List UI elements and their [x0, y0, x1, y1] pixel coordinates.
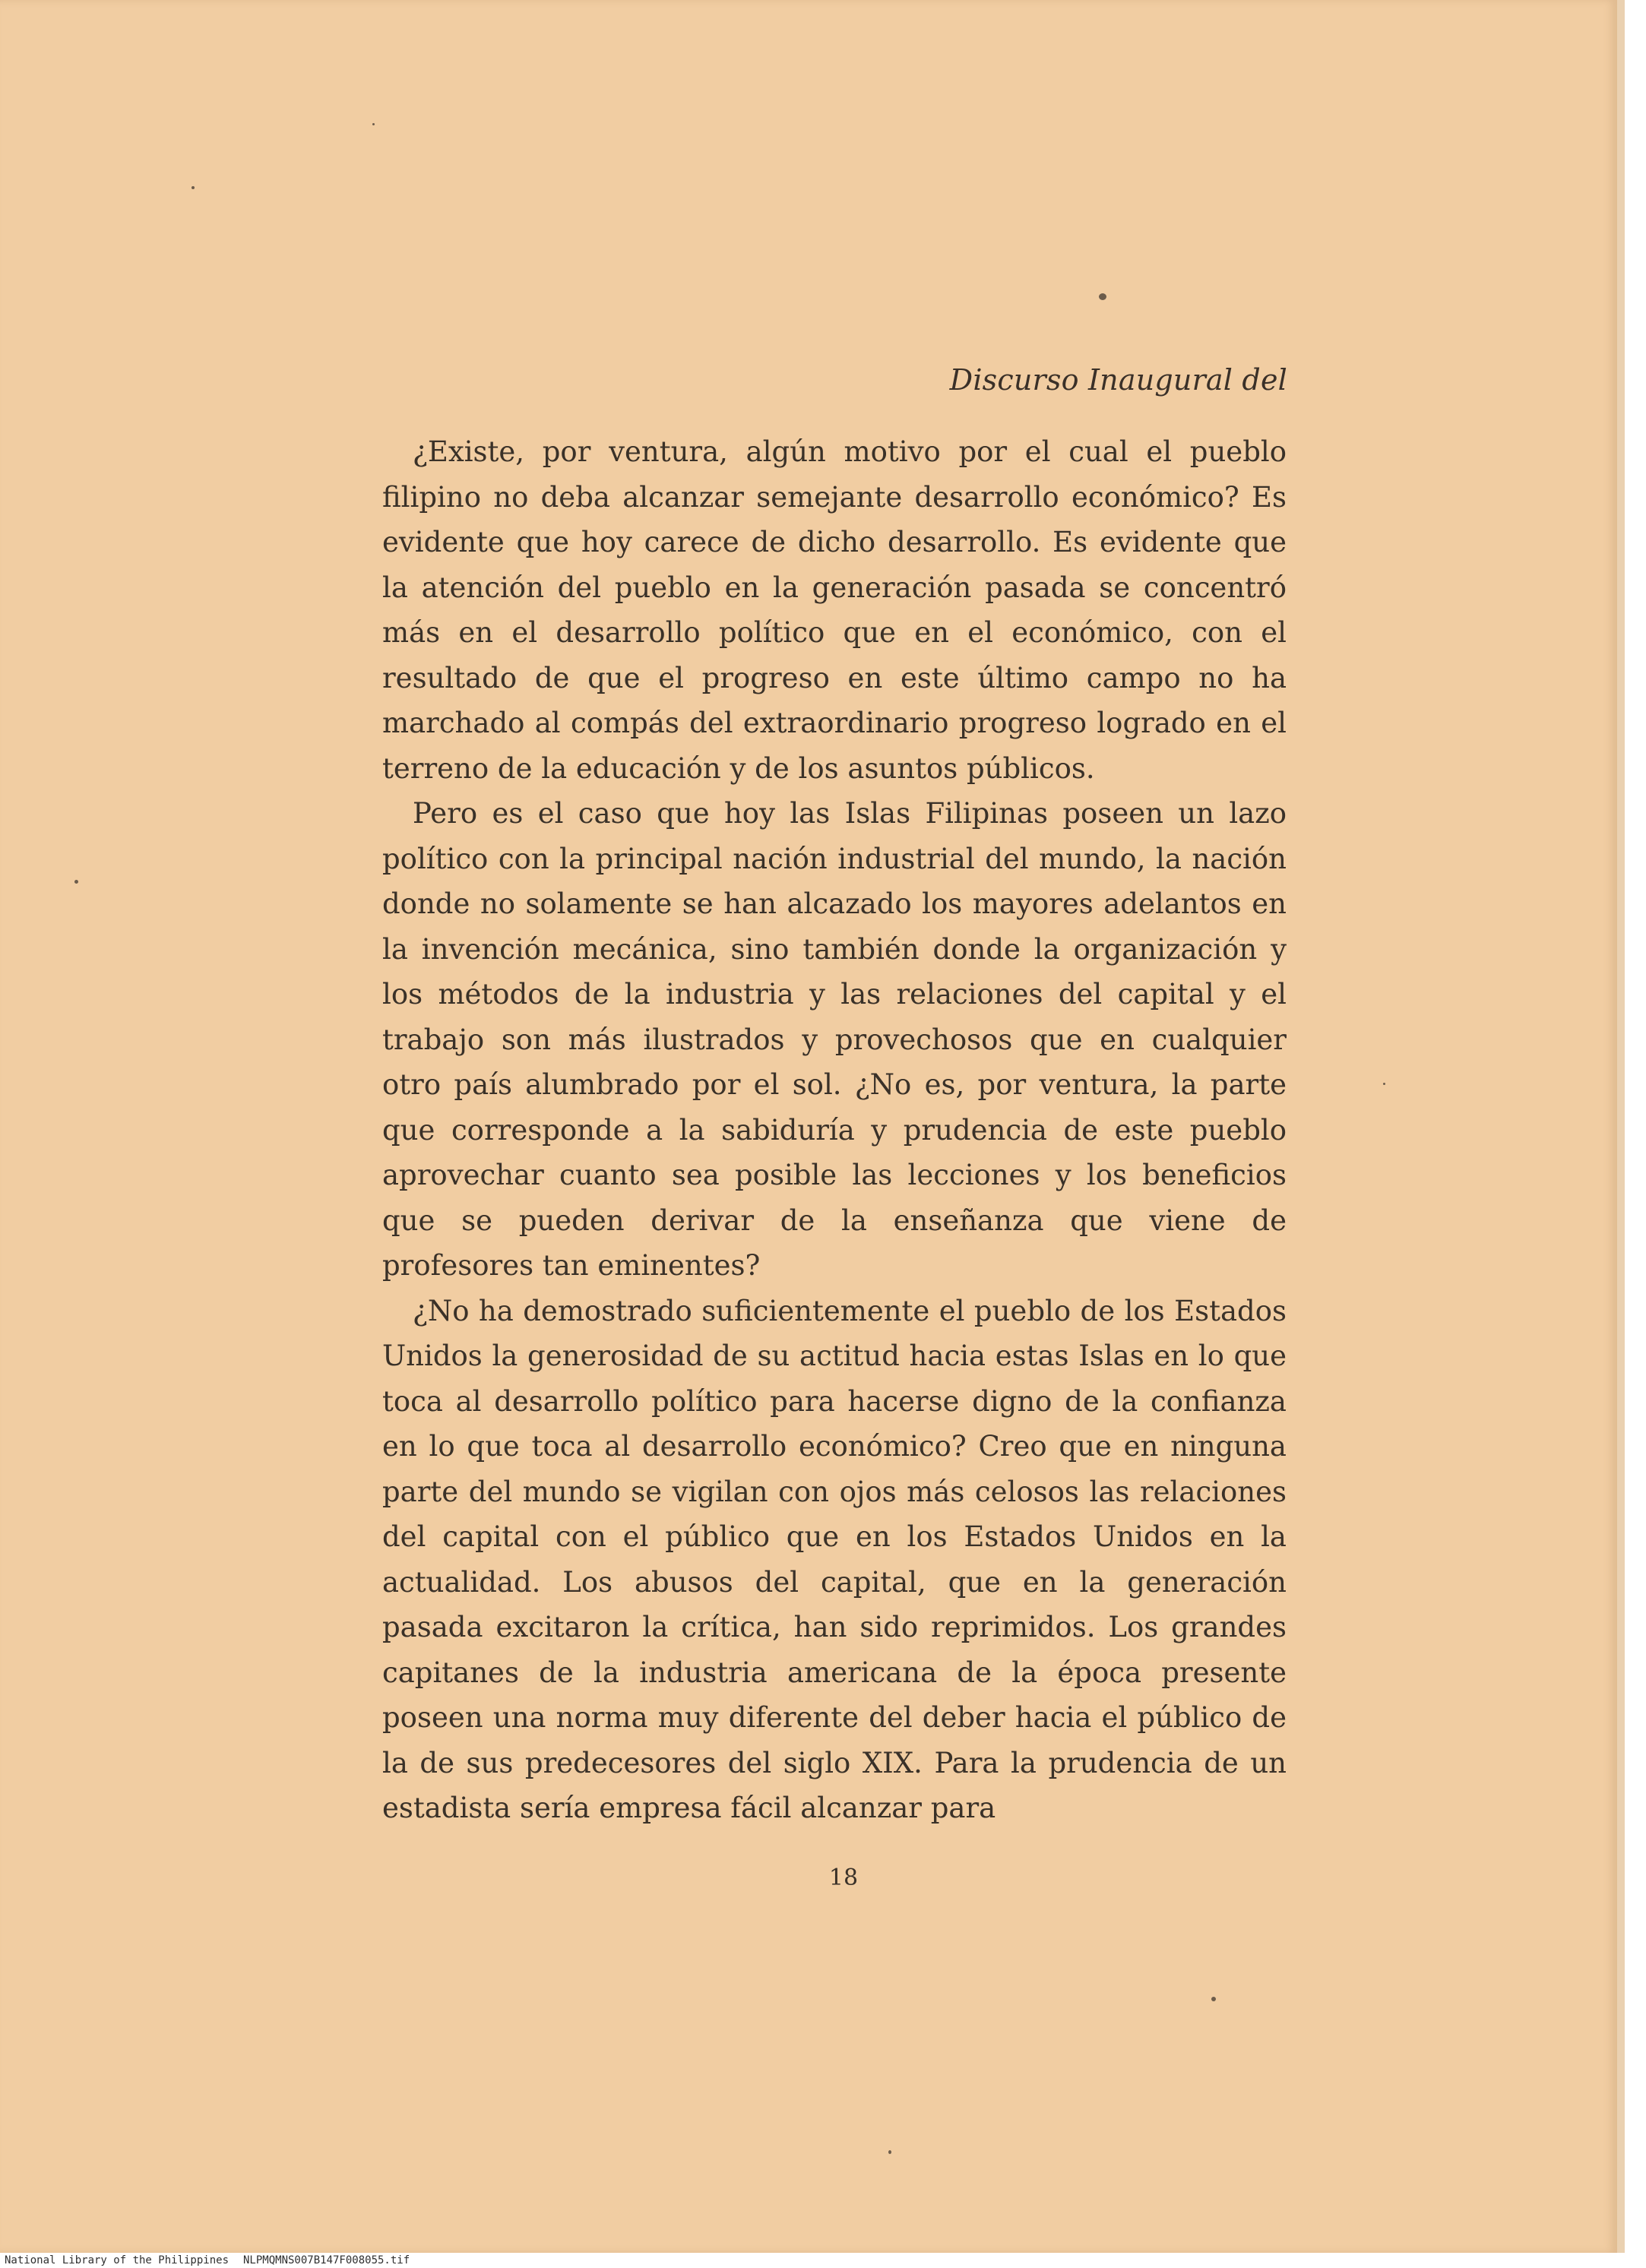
library-label: National Library of the Philippines: [5, 2254, 229, 2266]
paper-speck: [1099, 293, 1106, 300]
paragraph-2: Pero es el caso que hoy las Islas Filipinas poseen un lazo político con la principal nación industrial del mundo, la nación donde no solamente se han alcazado los mayores adelantos en la invención mecánica, sino también donde la organización y los métodos de la industria y las relaciones del capital y el trabajo son más ilustrados y provechosos que en cualquier otro país alumbrado por el sol. ¿No es, por ventura, la parte que corresponde a la sabiduría y prudencia de este pueblo aprovechar cuanto sea posible las lecciones y los beneficios que se pueden derivar de la enseñanza que viene de profesores tan eminentes?: [382, 797, 1287, 1282]
scan-footer: [0, 2253, 1646, 2268]
paper-speck: [888, 2150, 891, 2154]
body-text: [382, 429, 1287, 1831]
paragraph-3: ¿No ha demostrado suficientemente el pueblo de los Estados Unidos la generosidad de su actitud hacia estas Islas en lo que toca al desarrollo político para hacerse digno de la confianza en lo que toca al desarrollo económico? Creo que en ninguna parte del mundo se vigilan con ojos más celosos las relaciones del capital con el público que en los Estados Unidos en la actualidad. Los abusos del capital, que en la generación pasada excitaron la crítica, han sido reprimidos. Los grandes capitanes de la industria americana de la época presente poseen una norma muy diferente del deber hacia el público de la de sus predecesores del siglo XIX. Para la prudencia de un estadista sería empresa fácil alcanzar para: [382, 1294, 1287, 1824]
paper-speck: [1211, 1997, 1216, 2001]
paragraph-1: ¿Existe, por ventura, algún motivo por el cual el pueblo filipino no deba alcanzar semejante desarrollo económico? Es evidente que hoy carece de dicho desarrollo. Es evidente que la atención del pueblo en la generación pasada se concentró más en el desarrollo político que en el económico, con el resultado de que el progreso en este último campo no ha marchado al compás del extraordinario progreso logrado en el terreno de la educación y de los asuntos públicos.: [382, 435, 1287, 785]
running-head: Discurso Inaugural del: [949, 363, 1287, 397]
paper-speck: [1383, 1083, 1385, 1085]
file-name: NLPMQMNS007B147F008055.tif: [243, 2254, 410, 2266]
paper-speck: [192, 186, 195, 189]
paper-speck: [74, 880, 78, 884]
page-right-edge: [1617, 0, 1646, 2253]
page-number: 18: [828, 1865, 859, 1891]
paper-speck: [372, 123, 375, 125]
